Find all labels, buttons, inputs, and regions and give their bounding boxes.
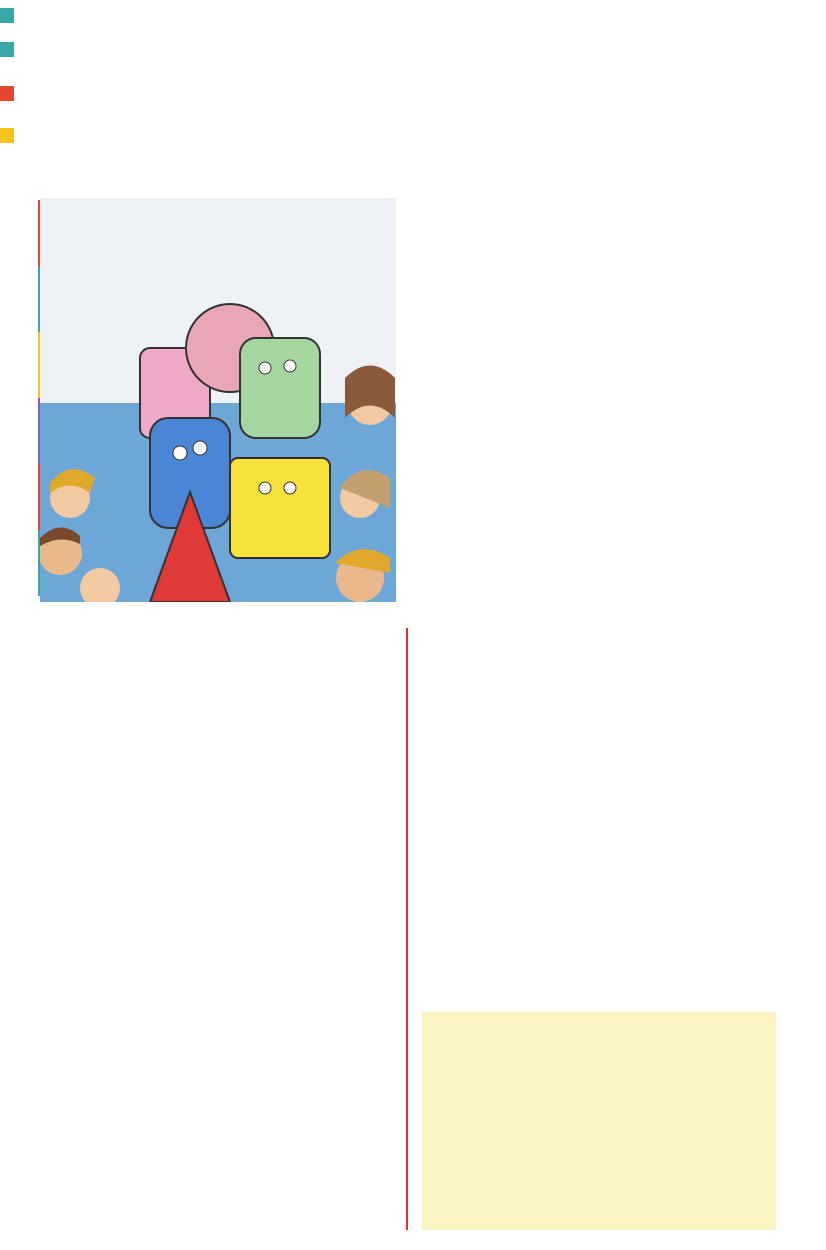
cover-illustration xyxy=(40,198,396,602)
letter-b xyxy=(240,338,320,438)
color-marker-teal-2 xyxy=(0,42,14,57)
color-marker-red xyxy=(0,86,14,101)
color-marker-teal-1 xyxy=(0,8,14,23)
competences-box xyxy=(422,1012,776,1230)
column-divider xyxy=(406,628,408,1230)
crowd-right xyxy=(335,366,395,603)
color-marker-yellow xyxy=(0,128,14,143)
book-cover-image xyxy=(40,198,396,602)
crowd-left xyxy=(40,469,120,602)
letter-z xyxy=(230,458,330,558)
cover-collection-logo xyxy=(40,512,46,552)
